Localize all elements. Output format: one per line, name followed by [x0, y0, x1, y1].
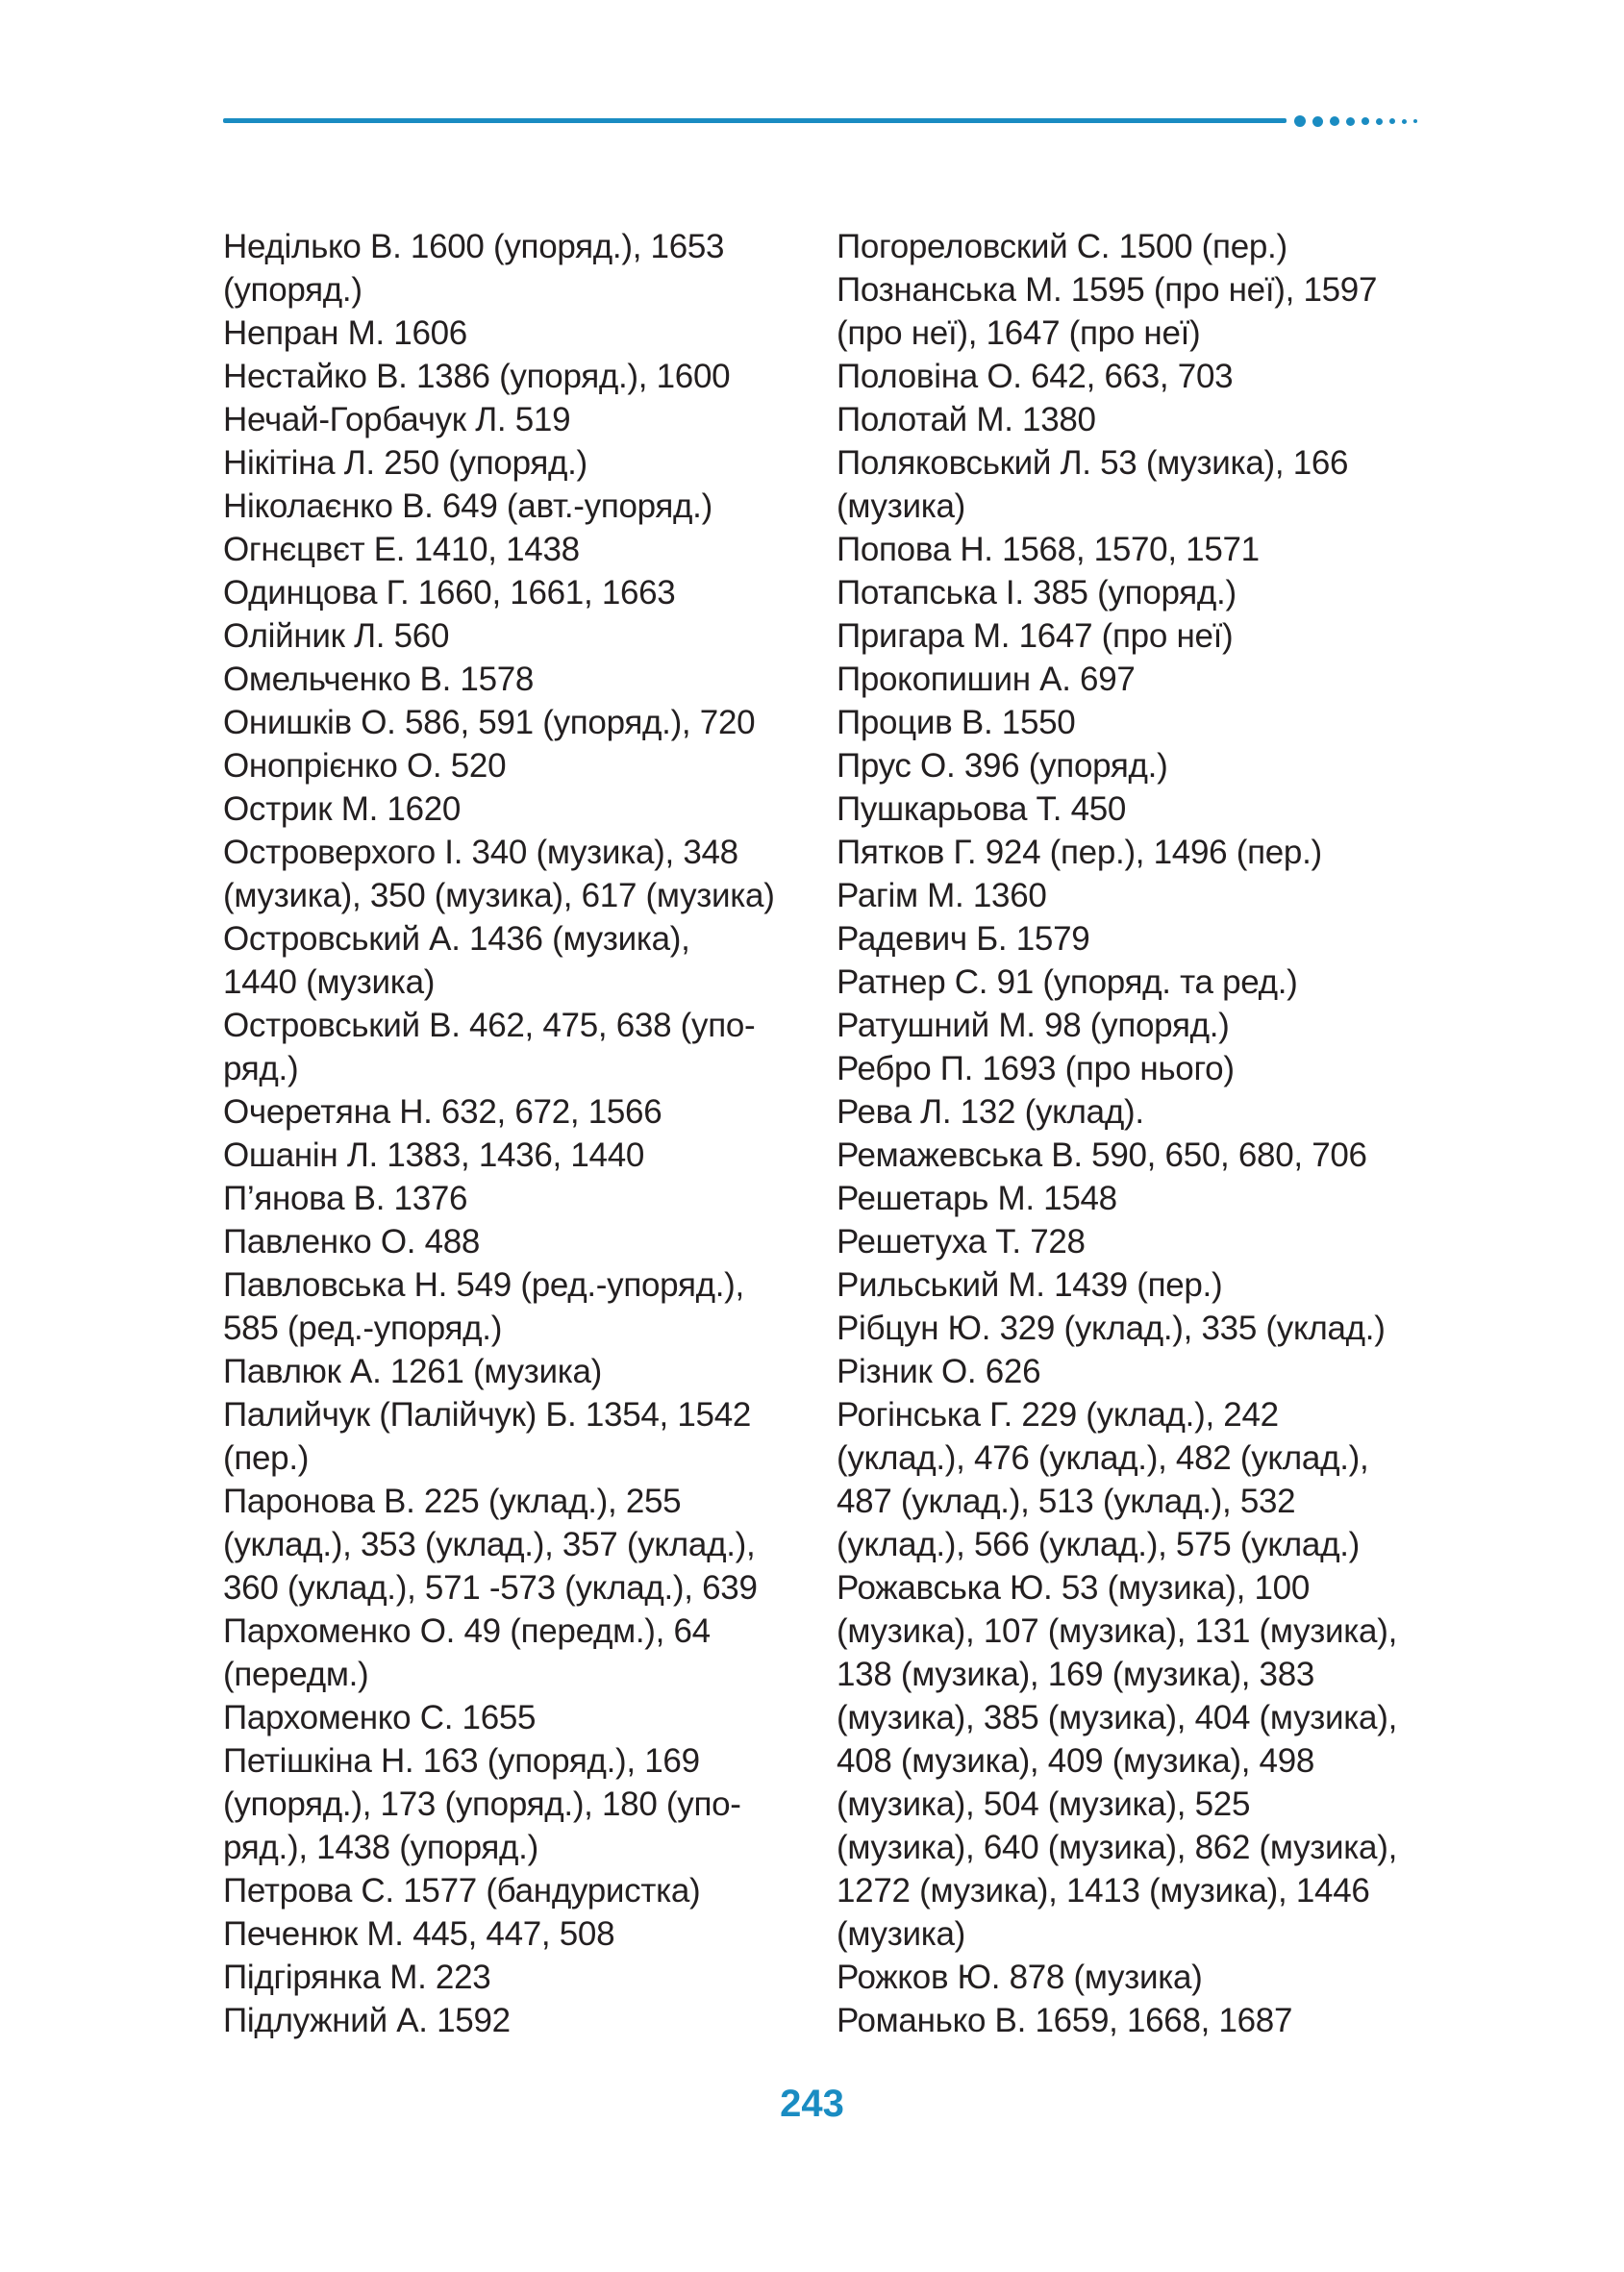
index-entry-line: Павленко О. 488 — [223, 1223, 481, 1261]
index-entry-line: (упоряд.), 173 (упоряд.), 180 (упо- — [223, 1785, 741, 1823]
index-entry-line: Рагім М. 1360 — [837, 877, 1047, 914]
index-entry-line: Неділько В. 1600 (упоряд.), 1653 — [223, 228, 725, 265]
index-entry-line: Ратнер С. 91 (упоряд. та ред.) — [837, 963, 1298, 1001]
index-entry-line: Погореловский С. 1500 (пер.) — [837, 228, 1287, 265]
index-entry-line: Петрова С. 1577 (бандуристка) — [223, 1872, 701, 1910]
ornament-dot — [1376, 118, 1383, 125]
index-entry-line: Нестайко В. 1386 (упоряд.), 1600 — [223, 358, 731, 395]
index-entry-line: (передм.) — [223, 1656, 369, 1693]
index-entry-line: Онопрієнко О. 520 — [223, 747, 507, 785]
index-entry-line: 585 (ред.-упоряд.) — [223, 1310, 503, 1347]
index-entry-line: ряд.), 1438 (упоряд.) — [223, 1829, 538, 1866]
index-entry-line: Рева Л. 132 (уклад). — [837, 1093, 1144, 1131]
index-entry-line: Прус О. 396 (упоряд.) — [837, 747, 1168, 785]
index-entry-line: Омельченко В. 1578 — [223, 661, 535, 698]
index-entry-line: Процив В. 1550 — [837, 704, 1076, 741]
header-rule — [223, 118, 1287, 123]
index-entry-line: (уклад.), 353 (уклад.), 357 (уклад.), — [223, 1526, 756, 1563]
index-entry-line: Познанська М. 1595 (про неї), 1597 — [837, 271, 1378, 309]
index-entry-line: 360 (уклад.), 571 -573 (уклад.), 639 — [223, 1569, 758, 1607]
index-entry-line: (музика), 640 (музика), 862 (музика), — [837, 1829, 1397, 1866]
page-number: 243 — [780, 2083, 844, 2125]
index-entry-line: 487 (уклад.), 513 (уклад.), 532 — [837, 1483, 1296, 1520]
index-entry-line: Половіна О. 642, 663, 703 — [837, 358, 1234, 395]
index-entry-line: (музика), 350 (музика), 617 (музика) — [223, 877, 775, 914]
ornament-dot — [1413, 119, 1417, 123]
index-entry-line: Паронова В. 225 (уклад.), 255 — [223, 1483, 682, 1520]
index-entry-line: Потапська І. 385 (упоряд.) — [837, 574, 1237, 612]
index-entry-line: Нікітіна Л. 250 (упоряд.) — [223, 444, 587, 482]
index-entry-line: 1272 (музика), 1413 (музика), 1446 — [837, 1872, 1370, 1910]
index-entry-line: Прокопишин А. 697 — [837, 661, 1136, 698]
ornament-dot — [1312, 116, 1323, 127]
index-entry-line: Підгірянка М. 223 — [223, 1959, 491, 1996]
index-entry-line: Радевич Б. 1579 — [837, 920, 1090, 958]
index-entry-line: Попова Н. 1568, 1570, 1571 — [837, 531, 1260, 568]
ornament-dot — [1294, 115, 1306, 127]
ornament-dot — [1389, 118, 1395, 124]
index-column-right — [837, 225, 1433, 2042]
index-entry-line: Пархоменко О. 49 (передм.), 64 — [223, 1612, 711, 1650]
ornament-dot — [1402, 119, 1407, 124]
index-entry-line: Печенюк М. 445, 447, 508 — [223, 1915, 615, 1953]
ornament-dot — [1346, 117, 1355, 126]
index-entry-line: Павловська Н. 549 (ред.-упоряд.), — [223, 1266, 744, 1304]
index-entry-line: Решетарь М. 1548 — [837, 1180, 1117, 1217]
index-entry-line: Пригара М. 1647 (про неї) — [837, 617, 1234, 655]
index-entry-line: Непран М. 1606 — [223, 314, 467, 352]
index-entry-line: Рібцун Ю. 329 (уклад.), 335 (уклад.) — [837, 1310, 1386, 1347]
index-entry-line: Полотай М. 1380 — [837, 401, 1096, 438]
ornament-dot — [1330, 116, 1339, 126]
index-column-left — [223, 225, 819, 2042]
index-entry-line: Поляковський Л. 53 (музика), 166 — [837, 444, 1349, 482]
header-dots-ornament — [1294, 113, 1424, 129]
index-entry-line: Пятков Г. 924 (пер.), 1496 (пер.) — [837, 834, 1322, 871]
index-entry-line: (упоряд.) — [223, 271, 362, 309]
index-entry-line: (уклад.), 566 (уклад.), 575 (уклад.) — [837, 1526, 1360, 1563]
index-entry-line: Ребро П. 1693 (про нього) — [837, 1050, 1235, 1087]
index-entry-line: Різник О. 626 — [837, 1353, 1041, 1390]
index-entry-line: (уклад.), 476 (уклад.), 482 (уклад.), — [837, 1439, 1369, 1477]
index-entry-line: Петішкіна Н. 163 (упоряд.), 169 — [223, 1742, 700, 1780]
index-entry-line: Острик М. 1620 — [223, 790, 462, 828]
index-entry-line: Ремажевська В. 590, 650, 680, 706 — [837, 1136, 1367, 1174]
index-entry-line: (музика) — [837, 1915, 966, 1953]
index-entry-line: Рожков Ю. 878 (музика) — [837, 1959, 1203, 1996]
index-entry-line: 1440 (музика) — [223, 963, 436, 1001]
index-entry-line: Підлужний А. 1592 — [223, 2002, 511, 2039]
index-entry-line: Островський А. 1436 (музика), — [223, 920, 690, 958]
index-entry-line: Островський В. 462, 475, 638 (упо- — [223, 1007, 756, 1044]
index-entry-line: Одинцова Г. 1660, 1661, 1663 — [223, 574, 676, 612]
index-entry-line: 138 (музика), 169 (музика), 383 — [837, 1656, 1315, 1693]
index-entry-line: Островерхого І. 340 (музика), 348 — [223, 834, 738, 871]
index-entry-line: Рогінська Г. 229 (уклад.), 242 — [837, 1396, 1279, 1434]
index-entry-line: (музика), 385 (музика), 404 (музика), — [837, 1699, 1397, 1736]
index-entry-line: Пархоменко С. 1655 — [223, 1699, 537, 1736]
index-entry-line: Решетуха Т. 728 — [837, 1223, 1086, 1261]
index-entry-line: Рильський М. 1439 (пер.) — [837, 1266, 1223, 1304]
index-entry-line: Палийчук (Палійчук) Б. 1354, 1542 — [223, 1396, 752, 1434]
index-entry-line: Рожавська Ю. 53 (музика), 100 — [837, 1569, 1310, 1607]
index-entry-line: (музика) — [837, 487, 966, 525]
index-entry-line: Ніколаєнко В. 649 (авт.-упоряд.) — [223, 487, 712, 525]
index-entry-line: Романько В. 1659, 1668, 1687 — [837, 2002, 1293, 2039]
index-entry-line: Нечай-Горбачук Л. 519 — [223, 401, 571, 438]
index-entry-line: Пушкарьова Т. 450 — [837, 790, 1127, 828]
index-entry-line: Олійник Л. 560 — [223, 617, 450, 655]
index-entry-line: (музика), 504 (музика), 525 — [837, 1785, 1251, 1823]
index-entry-line: 408 (музика), 409 (музика), 498 — [837, 1742, 1315, 1780]
index-entry-line: ряд.) — [223, 1050, 299, 1087]
index-entry-line: Ратушний М. 98 (упоряд.) — [837, 1007, 1230, 1044]
index-entry-line: Огнєцвєт Е. 1410, 1438 — [223, 531, 580, 568]
index-entry-line: Ошанін Л. 1383, 1436, 1440 — [223, 1136, 645, 1174]
ornament-dot — [1362, 117, 1369, 125]
index-entry-line: (пер.) — [223, 1439, 310, 1477]
index-entry-line: Очеретяна Н. 632, 672, 1566 — [223, 1093, 662, 1131]
index-entry-line: Онишків О. 586, 591 (упоряд.), 720 — [223, 704, 756, 741]
index-entry-line: (про неї), 1647 (про неї) — [837, 314, 1201, 352]
index-entry-line: П’янова В. 1376 — [223, 1180, 468, 1217]
index-entry-line: Павлюк А. 1261 (музика) — [223, 1353, 603, 1390]
index-entry-line: (музика), 107 (музика), 131 (музика), — [837, 1612, 1397, 1650]
